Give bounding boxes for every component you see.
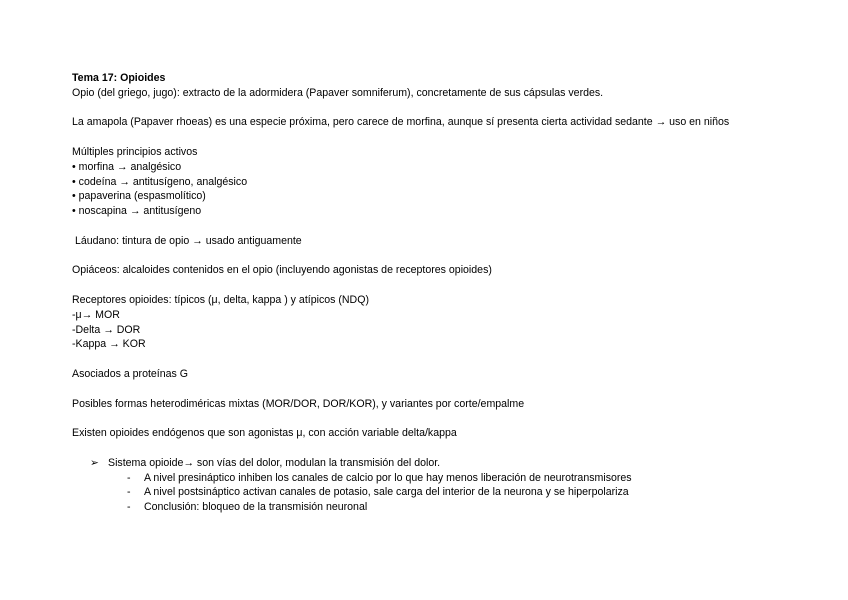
dash-bullet: -: [127, 471, 131, 484]
spacer: [72, 352, 812, 367]
spacer: [72, 130, 812, 145]
proteinas-paragraph: Asociados a proteínas G: [72, 367, 189, 380]
spacer: [72, 101, 812, 116]
dash-bullet: -: [127, 501, 131, 514]
document-title: Tema 17: Opioides: [72, 72, 166, 84]
amapola-paragraph: La amapola (Papaver rhoeas) es una especie próxima, pero carece de morfina, aunque sí presenta cierta actividad sedante → uso en niños: [72, 116, 730, 129]
spacer: [72, 219, 812, 234]
heterodimericas-paragraph: Posibles formas heterodiméricas mixtas (MOR/DOR, DOR/KOR), y variantes por corte/empalme: [72, 397, 525, 410]
principios-heading: Múltiples principios activos: [72, 145, 198, 158]
document-page: [72, 71, 812, 515]
spacer: [72, 441, 812, 456]
intro-paragraph: Opio (del griego, jugo): extracto de la adormidera (Papaver somniferum), concretamente de sus cápsulas verdes.: [72, 86, 604, 99]
sub-list-item: [72, 471, 812, 486]
receptores-heading: Receptores opioides: típicos (μ, delta, kappa ) y atípicos (NDQ): [72, 293, 369, 306]
opiaceos-paragraph: Opiáceos: alcaloides contenidos en el opio (incluyendo agonistas de receptores opioides): [72, 264, 492, 277]
list-item: • papaverina (espasmolítico): [72, 190, 206, 203]
laudano-paragraph: Láudano: tintura de opio → usado antiguamente: [72, 234, 302, 247]
list-item: -Kappa → KOR: [72, 338, 146, 351]
endogenos-paragraph: Existen opioides endógenos que son agonistas μ, con acción variable delta/kappa: [72, 427, 457, 440]
sub-list-text: A nivel presináptico inhiben los canales de calcio por lo que hay menos liberación de neurotransmisores: [144, 471, 632, 484]
list-item: • codeína → antitusígeno, analgésico: [72, 175, 248, 188]
sistema-opioide-text: Sistema opioide→ son vías del dolor, modulan la transmisión del dolor.: [108, 456, 441, 469]
list-item: -μ→ MOR: [72, 308, 120, 321]
list-item: -Delta → DOR: [72, 323, 141, 336]
spacer: [72, 249, 812, 264]
sub-list-item: [72, 500, 812, 515]
spacer: [72, 382, 812, 397]
list-item: • morfina → analgésico: [72, 160, 182, 173]
sistema-opioide-item: [72, 456, 812, 471]
sub-list-item: [72, 485, 812, 500]
list-item: • noscapina → antitusígeno: [72, 205, 202, 218]
sub-list-text: Conclusión: bloqueo de la transmisión neuronal: [144, 501, 368, 514]
spacer: [72, 411, 812, 426]
spacer: [72, 278, 812, 293]
dash-bullet: -: [127, 486, 131, 499]
arrowhead-bullet-icon: ➢: [90, 456, 99, 469]
sub-list-text: A nivel postsináptico activan canales de potasio, sale carga del interior de la neurona y se hiperpolariza: [144, 486, 629, 499]
